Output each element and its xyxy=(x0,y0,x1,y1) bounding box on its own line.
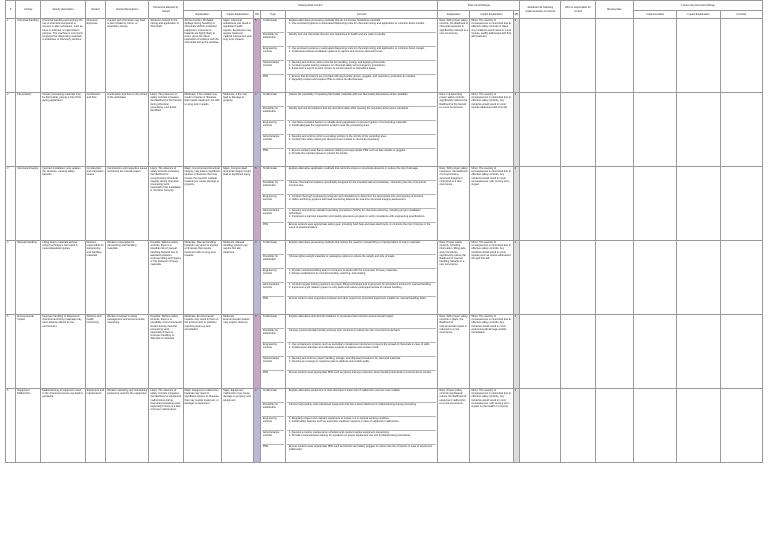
control-text: 2. Implement a job rotation system to vary tasks and reduce prolonged periods of manual handling. xyxy=(288,286,403,290)
control-type-label: To Eliminate xyxy=(262,315,284,329)
control-group xyxy=(287,389,437,403)
control-group xyxy=(287,445,437,458)
cell-who[interactable]: Likely. The absence of safety controls increases the likelihood of compromising structural integrity during chemical processing work, especially if the installation is not done correctly. xyxy=(149,167,183,241)
cell-impact[interactable]: Major. Equipment malfunction may cause damage to property and equipment. xyxy=(222,389,254,463)
cell-residual[interactable] xyxy=(520,389,561,463)
table-row xyxy=(6,315,763,389)
control-text: 2. Install local exhaust ventilation systems to capture and remove chemical fumes. xyxy=(288,50,384,54)
cell-post-rating[interactable]: 2 xyxy=(513,389,520,463)
cell-post-impact[interactable]: Minor. The severity of consequences is minimized due to effective safety controls in place. Any incidents would result in minor injuries, swiftly addressed with first aid treatment. xyxy=(470,19,513,93)
control-type-label: Engineering controls xyxy=(262,269,284,283)
cell-hazard[interactable]: Equipment and maintenance xyxy=(85,389,105,463)
control-text: Choose chemical formulations specifically designed for the intended task and substrate, minimizing the risk of structural compromise. xyxy=(288,181,426,188)
cell-responsible[interactable] xyxy=(561,315,595,389)
cell-hazard[interactable]: Workers and health monitoring xyxy=(85,315,105,389)
header-impact-2: Impact Explanation xyxy=(470,11,513,19)
control-text: 1. Develop a routine maintenance schedule and conduct regular equipment inspections. xyxy=(288,431,390,434)
control-type-label: Administrative controls xyxy=(262,283,284,297)
control-text: 2. Design workstations to minimize bending, reaching, and twisting. xyxy=(288,272,367,276)
cell-future-impl[interactable] xyxy=(634,93,677,167)
control-type-label: PPE xyxy=(262,297,269,300)
cell-hazard[interactable]: Combustion and fires xyxy=(85,93,105,167)
header-future-impact: Impact Explanation xyxy=(677,11,720,19)
cell-controls[interactable] xyxy=(285,19,438,93)
cell-future-impact[interactable] xyxy=(677,19,720,93)
control-group xyxy=(287,269,437,283)
cell-hazard[interactable]: Workers responsible for transporting and handling materials xyxy=(85,241,105,315)
control-text: 2. Develop an emergency response plan to address and contain spills. xyxy=(288,360,370,364)
header-future-controls: Controls xyxy=(720,11,762,19)
control-group xyxy=(287,167,437,181)
cell-hazard-desc[interactable]: Workers operating and maintaining equipment used for the equipment xyxy=(106,389,149,463)
cell-explanation[interactable]: Moderate. Manual handling hazards may result in injuries or illnesses that require treatment with no long-term impacts. xyxy=(183,241,222,315)
control-type-label: Administrative controls xyxy=(262,61,284,75)
cell-rating[interactable]: 5 xyxy=(254,19,261,93)
table-row xyxy=(6,93,763,167)
control-text: 2. Provide fire resistant gloves to protect the hands. xyxy=(288,152,349,156)
cell-impact[interactable]: Major. Compromised structural integrity could lead to significant injury. xyxy=(222,167,254,241)
table-row xyxy=(6,19,763,93)
control-text: 1. Regularly inspect and maintain equipment to ensure it is in optimal working condition. xyxy=(288,417,390,420)
header-rating-2: RR xyxy=(513,11,520,19)
control-text: Explore alternative processing methods that do not involve hazardous materials. xyxy=(288,19,381,22)
control-group xyxy=(287,107,437,121)
control-text: 3. Implement a permit-to-work system to control access to hazardous areas. xyxy=(288,67,377,71)
cell-responsible[interactable] xyxy=(561,19,595,93)
header-num: # xyxy=(6,1,16,19)
cell-post-explanation[interactable]: Rare. Proper safety controls significantly reduce the likelihood of equipment malfunction to a rare occurrence. xyxy=(438,389,470,463)
cell-explanation[interactable]: Moderate. A fire related may result in injuries or illnesses that require treatment, but with no long term impacts. xyxy=(183,93,222,167)
cell-post-explanation[interactable]: Rare. With proper safety controls, the likelihood of chemical exposure is significantly reduced to a rare occurrence. xyxy=(438,19,470,93)
control-group xyxy=(287,47,437,61)
table-row xyxy=(6,241,763,315)
header-post-group: Post-control Range xyxy=(438,1,520,11)
cell-control-types[interactable] xyxy=(260,19,285,93)
cell-residual[interactable] xyxy=(520,315,561,389)
header-explanation: Explanation xyxy=(183,11,222,19)
cell-residual[interactable] xyxy=(520,19,561,93)
control-text: 1. Develop and enforce strict no-smoking policies in the vicinity of the workshop area. xyxy=(288,135,387,138)
cell-responsible[interactable] xyxy=(561,241,595,315)
control-type-label: Administrative controls xyxy=(262,135,284,149)
control-text: Explore alternative chemical formulations or processes that minimize environmental impact. xyxy=(288,315,394,318)
table-row xyxy=(6,167,763,241)
cell-activity[interactable]: Fire Hazard xyxy=(16,93,41,167)
header-hazard-desc: Hazard Description xyxy=(106,1,149,19)
control-group xyxy=(287,343,437,357)
control-group xyxy=(287,209,437,223)
cell-impact[interactable]: Major. Chemical substances can result in significant health injuries. Employees may require treatment, medical intervention and long term impacts. xyxy=(222,19,254,93)
cell-future-impact[interactable] xyxy=(677,315,720,389)
control-type-label: PPE xyxy=(262,149,269,152)
control-text: 2. Install safety features such as automatic shutdown systems in case of equipment malfunction. xyxy=(288,420,400,424)
cell-post-rating[interactable]: 2 xyxy=(513,167,520,241)
cell-controls[interactable] xyxy=(285,241,438,315)
cell-impact[interactable]: Moderate. A fire may lead to damage to property. xyxy=(222,93,254,167)
cell-future-impl[interactable] xyxy=(634,389,677,463)
control-type-label: Possibility for substitution xyxy=(262,329,284,343)
control-type-label: PPE xyxy=(262,223,269,226)
cell-review-date[interactable] xyxy=(595,241,634,315)
cell-who[interactable]: Possible. Without safety controls, there is a possible risk of manual handling hazards due to awkward positions, improper lifting techniques, or the transport of heavy materials. xyxy=(149,241,183,315)
control-group xyxy=(287,371,437,384)
control-type-label: Engineering controls xyxy=(262,121,284,135)
control-type-label: Engineering controls xyxy=(262,343,284,357)
header-who: Personnel affected by hazard xyxy=(149,1,183,19)
control-type-label: Possibility for substitution xyxy=(262,107,284,121)
control-group xyxy=(287,93,437,107)
cell-num[interactable]: 2 xyxy=(6,93,16,167)
cell-activity[interactable]: Chemical handling xyxy=(16,19,41,93)
control-type-label: Engineering controls xyxy=(262,195,284,209)
control-type-label: To Eliminate xyxy=(262,93,284,107)
control-group xyxy=(287,283,437,297)
cell-hazard-desc[interactable]: Workers involved in waste management and environmental monitoring xyxy=(106,315,149,389)
control-group xyxy=(287,297,437,310)
cell-post-rating[interactable]: 2 xyxy=(513,19,520,93)
cell-explanation[interactable]: Moderate. Environmental impacts may result in harm to the environment or pollution requiring clean-up and remediation. xyxy=(183,315,222,389)
control-type-label: To Eliminate xyxy=(262,19,284,33)
control-type-label: PPE xyxy=(262,445,269,448)
cell-post-rating[interactable]: 2 xyxy=(513,93,520,167)
control-type-label: Administrative controls xyxy=(262,431,284,445)
cell-review-date[interactable] xyxy=(595,19,634,93)
cell-who[interactable]: Possible. Without safety controls, there is a possibility of environmental impact during chemical processing work, especially if there is improper handling or disposal of materials. xyxy=(149,315,183,389)
header-residual: Residual risk following implementation of controls xyxy=(520,1,561,19)
cell-post-impact[interactable]: Minor. The severity of consequences is minimized due to effective safety controls. Any incidents would result in minor consequences, with no long term impact. xyxy=(470,167,513,241)
cell-future-impl[interactable] xyxy=(634,19,677,93)
cell-future-impact[interactable] xyxy=(677,93,720,167)
control-group xyxy=(287,75,437,88)
control-text: Ensure workers wear appropriate safety gear, including hard hats and steel-toed boots, to minimize the risk of injuries in the event of structural failure. xyxy=(288,223,431,230)
cell-activity-desc[interactable]: Lifting heavy materials without proper techniques can result in musculoskeletal injuries. xyxy=(41,241,85,315)
control-type-label: To Eliminate xyxy=(262,389,284,403)
cell-rating[interactable]: 3 xyxy=(254,241,261,315)
cell-post-explanation[interactable]: Rare. Proper safety controls, including information, lifting aids, and procedures, significantly reduce the likelihood of manual handling hazards to a rare occurrence. xyxy=(438,241,470,315)
control-type-label: Possibility for substitution xyxy=(262,403,284,417)
cell-future-impl[interactable] xyxy=(634,167,677,241)
cell-rating[interactable]: 4 xyxy=(254,93,261,167)
cell-who[interactable]: Workers involved in the mixing and application of chemicals xyxy=(149,19,183,93)
table-row xyxy=(6,389,763,463)
cell-responsible[interactable] xyxy=(561,93,595,167)
control-type-label: To Eliminate xyxy=(262,167,284,181)
cell-control-types[interactable] xyxy=(260,389,285,463)
control-group xyxy=(287,149,437,162)
control-text: Choose high-quality, well-maintained equipment that has a lower likelihood of malfunctioning during processing. xyxy=(288,403,417,406)
control-group xyxy=(287,255,437,269)
cell-impact[interactable]: Moderate. Environmental impacts may require clean-up. xyxy=(222,315,254,389)
control-group xyxy=(287,33,437,47)
control-text: Identify and use chemicals that are less hazardous to health and are safer to handle. xyxy=(288,33,386,36)
control-type-label: Engineering controls xyxy=(262,47,284,61)
cell-post-explanation[interactable]: Rare. Implementing proper safety controls significantly reduces the likelihood of fire hazard to a rare occurrence. xyxy=(438,93,470,167)
header-who-responsible: Who is responsible for control xyxy=(561,1,595,19)
cell-num[interactable]: 5 xyxy=(6,315,16,389)
cell-activity[interactable]: Equipment Malfunction xyxy=(16,389,41,463)
cell-activity-desc[interactable]: Improper handling or disposal of chemical anchoring materials may have adverse effects on the environment. xyxy=(41,315,85,389)
control-text: 2. Conduct fire safety training for all personnel involved in chemical processing. xyxy=(288,138,380,142)
cell-future-impact[interactable] xyxy=(677,167,720,241)
control-group xyxy=(287,357,437,371)
cell-post-rating[interactable]: 2 xyxy=(513,241,520,315)
cell-hazard[interactable]: Construction and inspection issues xyxy=(85,167,105,241)
control-text: 1. Use flame-resistant barriers or shields during application to prevent ignition of surrounding materials. xyxy=(288,121,407,124)
header-controls-type: Type xyxy=(260,11,285,19)
cell-hazard-desc[interactable]: Construction and inspection issues monitoring the overall project xyxy=(106,167,149,241)
control-text: 1. Ensure workers wear flame-resistant clothing and appropriate PPE such as face shields or goggles. xyxy=(288,149,406,152)
cell-controls[interactable] xyxy=(285,93,438,167)
control-group xyxy=(287,315,437,329)
header-future-group: Future risk prevention Range xyxy=(634,1,763,11)
control-text: 1. Conduct regular training sessions on proper lifting techniques and ergonomics for all workers involved in manual handling. xyxy=(288,283,432,286)
cell-review-date[interactable] xyxy=(595,93,634,167)
control-group xyxy=(287,195,437,209)
cell-explanation[interactable]: Almost Certain. Probable spillage during handling of chemicals without protective equipment, exposure to hazards are highly likely to occur, given the direct interaction of workers with the chemicals during the workday. xyxy=(183,19,222,93)
header-explanation-2: Explanation xyxy=(438,11,470,19)
control-text: 1. Conduct thorough engineering analyses and calculations to determine the appropriate size and spacing of anchors. xyxy=(288,195,424,198)
header-activity: Activity xyxy=(16,1,41,19)
header-controls: Controls xyxy=(285,11,438,19)
control-text: Ensure workers wear appropriate PPE such as gloves and eye protection when handling chemicals to prevent direct contact. xyxy=(288,371,432,374)
control-text: Ensure workers wear appropriate PPE such as helmets and safety goggles to reduce the risk of injuries in case of equipment malfunction. xyxy=(288,445,433,452)
control-type-label: To Eliminate xyxy=(262,241,284,255)
control-group xyxy=(287,19,437,33)
cell-controls[interactable] xyxy=(285,315,438,389)
cell-activity-desc[interactable]: Incorrect installation may weaken the structure, causing safety hazards. xyxy=(41,167,85,241)
cell-rating[interactable]: 5 xyxy=(254,167,261,241)
cell-post-explanation[interactable]: Rare. With proper safety measures, the likelihood of compromising structural integrity is minimized to a rare occurrence. xyxy=(438,167,470,241)
header-impact: Impact Explanation xyxy=(222,11,254,19)
control-text: 1. Develop and enforce strict protocols for handling, mixing, and applying chemicals. xyxy=(288,61,386,64)
control-group xyxy=(287,181,437,195)
cell-explanation[interactable]: Major. Equipment malfunction hazards may result in significant injuries or illnesses that may require treatment, or damage to equipment. xyxy=(183,389,222,463)
control-text: 1. Develop and enforce standard operating procedures (SOPs) for chemical anchoring, including proper installation techniques. xyxy=(288,209,421,216)
cell-explanation[interactable]: Major. Compromised structural integrity may lead to significant injuries or illnesses that may involve the need for medical treatment or cause damage to property. xyxy=(183,167,222,241)
cell-future-impl[interactable] xyxy=(634,241,677,315)
cell-activity[interactable]: Structural Integrity xyxy=(16,167,41,241)
control-group xyxy=(287,417,437,431)
control-text: Choose lighter-weight materials or packaging options to reduce the weight and size of loads. xyxy=(288,255,395,258)
cell-future-impl[interactable] xyxy=(634,315,677,389)
control-text: 1. Ensure that all workers are provided with appropriate gloves, goggles, and respiratory protection as needed. xyxy=(288,75,416,78)
cell-future-controls[interactable] xyxy=(720,167,762,241)
cell-impact[interactable]: Moderate. Manual handling injuries may require first aid treatment. xyxy=(222,241,254,315)
header-rating: RR xyxy=(254,11,261,19)
control-text: 1. Provide mechanical lifting aids or conveyors to assist with the movement of heavy materials. xyxy=(288,269,398,272)
cell-num[interactable]: 1 xyxy=(6,19,16,93)
control-group xyxy=(287,121,437,135)
cell-future-impact[interactable] xyxy=(677,241,720,315)
cell-future-controls[interactable] xyxy=(720,389,762,463)
cell-activity[interactable]: Environmental Impact xyxy=(16,315,41,389)
cell-num[interactable]: 3 xyxy=(6,167,16,241)
cell-post-rating[interactable]: 2 xyxy=(513,315,520,389)
control-group xyxy=(287,431,437,445)
control-text: 2. Install adequate fire suppression systems near the processing area. xyxy=(288,124,370,128)
control-text: 2. Provide comprehensive training for operators on proper equipment use and troubleshooting procedures. xyxy=(288,434,412,438)
header-hazard: Hazard xyxy=(85,1,105,19)
control-text: Explore alternative application methods that minimize stress on structural elements or reduce the risk of damage. xyxy=(288,167,419,170)
control-text: Explore alternative processing methods that reduce the need for manual lifting or transportation of heavy materials. xyxy=(288,241,421,244)
cell-num[interactable]: 6 xyxy=(6,389,16,463)
control-text: 2. Install proper drainage and collection systems to capture and contain runoff. xyxy=(288,346,379,350)
control-type-label: Possibility for substitution xyxy=(262,255,284,269)
control-text: 2. Conduct regular training sessions on chemical safety and emergency procedures. xyxy=(288,64,386,68)
control-group xyxy=(287,403,437,417)
control-group xyxy=(287,223,437,236)
control-type-label: Administrative controls xyxy=(262,209,284,223)
cell-activity-desc[interactable]: Certain processing materials may be flammable, posing a risk of fire during application. xyxy=(41,93,85,167)
cell-activity-desc[interactable]: Chemical handling and working the use of chemical compound to remove or alter substance, such as fume or odorous, to vaporization process. The machine is commonly employed for dispensing materials in industries or chemistry sections. xyxy=(41,19,85,93)
cell-control-types[interactable] xyxy=(260,93,285,167)
cell-post-impact[interactable]: Minor. The severity of consequences is minimized due to effective safety controls. Any incidents would result in minor injuries such as strains addressed through first aid. xyxy=(470,241,513,315)
control-text: 1. Use enclosed systems or automated dispensing units for chemical mixing and application to minimize direct contact. xyxy=(288,22,425,26)
cell-responsible[interactable] xyxy=(561,389,595,463)
control-type-label: Administrative controls xyxy=(262,357,284,371)
cell-who[interactable]: Likely. The absence of safety controls increases the likelihood of equipment malfunctions during chemical processing work, especially if there is a lack of proper maintenance. xyxy=(149,389,183,463)
cell-residual[interactable] xyxy=(520,241,561,315)
cell-residual[interactable] xyxy=(520,93,561,167)
cell-review-date[interactable] xyxy=(595,389,634,463)
header-activity-desc: Activity description xyxy=(41,1,85,19)
cell-review-date[interactable] xyxy=(595,167,634,241)
cell-activity[interactable]: Manual Handling xyxy=(16,241,41,315)
control-text: 1. Use containment systems such as secondary containment structures to prevent the spread of chemicals in case of spills. xyxy=(288,343,431,346)
cell-rating[interactable]: 4 xyxy=(254,389,261,463)
control-text: Ensure workers wear supportive footwear and other ergonomic protective equipment suitable for manual handling tasks. xyxy=(288,297,427,300)
cell-hazard-desc[interactable]: Workers responsible for transporting and handling materials xyxy=(106,241,149,315)
cell-future-controls[interactable] xyxy=(720,315,762,389)
cell-controls[interactable] xyxy=(285,167,438,241)
cell-rating[interactable]: 3 xyxy=(254,315,261,389)
control-type-label: PPE xyxy=(262,371,269,374)
control-group xyxy=(287,61,437,75)
cell-future-controls[interactable] xyxy=(720,241,762,315)
cell-post-impact[interactable]: Minor. The severity of consequences is minimized due to effective safety controls. Any incidents would result in minor consequences, with no long term impact on the health or property. xyxy=(470,389,513,463)
control-text: 1. Develop and enforce proper handling, storage, and disposal procedures for chemical materials. xyxy=(288,357,401,360)
cell-hazard-desc[interactable]: Combustion and fires in the vicinity of the workplace xyxy=(106,93,149,167)
control-text: Identify and use formulations that are less flammable while meeting the required performance standards. xyxy=(288,107,409,110)
cell-who[interactable]: Likely. The presence of safety controls increases the likelihood of fire hazard during chemical processing. Low levels identified. xyxy=(149,93,183,167)
control-type-label: Possibility for substitution xyxy=(262,33,284,47)
cell-hazard-desc[interactable]: Contact with chemicals may lead to skin irritations, burns, or respiratory issues. xyxy=(106,19,149,93)
control-group xyxy=(287,329,437,343)
header-review: Review date xyxy=(595,1,634,19)
cell-review-date[interactable] xyxy=(595,315,634,389)
control-text: 2. Regularly inspect and replace PPE to ensure its effectiveness. xyxy=(288,78,364,82)
cell-post-impact[interactable]: Minor. The severity of consequences is minimized due to effective safety controls. Any incidents would result in minor environmental damage quickly remediated. xyxy=(470,315,513,389)
control-type-label: PPE xyxy=(262,75,269,78)
control-text: 2. Utilize anchoring systems with load-monitoring features for real-time structural integrity assessment. xyxy=(288,198,407,202)
control-text: Explore alternative equipment or tools that have a lower risk of malfunction and are more reliable. xyxy=(288,389,401,392)
header-future-impl: Implementation xyxy=(634,11,677,19)
control-type-label: Engineering controls xyxy=(262,417,284,431)
cell-future-controls[interactable] xyxy=(720,93,762,167)
control-text: Assess the possibility of replacing flammable materials with less flammable alternatives where available. xyxy=(288,93,409,96)
control-text: Choose environmentally friendly and less toxic products to reduce the risk of environmental harm. xyxy=(288,329,401,332)
header-existing-group: Existing Risk Control xyxy=(183,1,438,11)
cell-activity-desc[interactable]: Malfunctioning of equipment used in the chemical process can lead to accidents. xyxy=(41,389,85,463)
cell-control-types[interactable] xyxy=(260,167,285,241)
cell-hazard[interactable]: Chemical Exposure xyxy=(85,19,105,93)
cell-controls[interactable] xyxy=(285,389,438,463)
cell-control-types[interactable] xyxy=(260,241,285,315)
cell-future-impact[interactable] xyxy=(677,389,720,463)
cell-num[interactable]: 4 xyxy=(6,241,16,315)
risk-assessment-table xyxy=(5,0,763,463)
control-group xyxy=(287,135,437,149)
control-group xyxy=(287,241,437,255)
control-text: 2. Implement a rigorous inspection and quality assurance program to verify compliance with engineering specifications. xyxy=(288,215,426,219)
cell-future-controls[interactable] xyxy=(720,19,762,93)
control-text: 1. Use enclosed systems or automated dispensing units for chemical mixing and application to minimize direct contact. xyxy=(288,47,425,50)
cell-post-explanation[interactable]: Rare. With proper safety controls in place, the likelihood of environmental impact is reduced to a rare occurrence. xyxy=(438,315,470,389)
control-type-label: Possibility for substitution xyxy=(262,181,284,195)
cell-residual[interactable] xyxy=(520,167,561,241)
cell-control-types[interactable] xyxy=(260,315,285,389)
cell-responsible[interactable] xyxy=(561,167,595,241)
cell-post-impact[interactable]: Minor. The severity of consequences is minimized due to effective safety controls. Any incidents would result in minor injuries addressed with first aid. xyxy=(470,93,513,167)
